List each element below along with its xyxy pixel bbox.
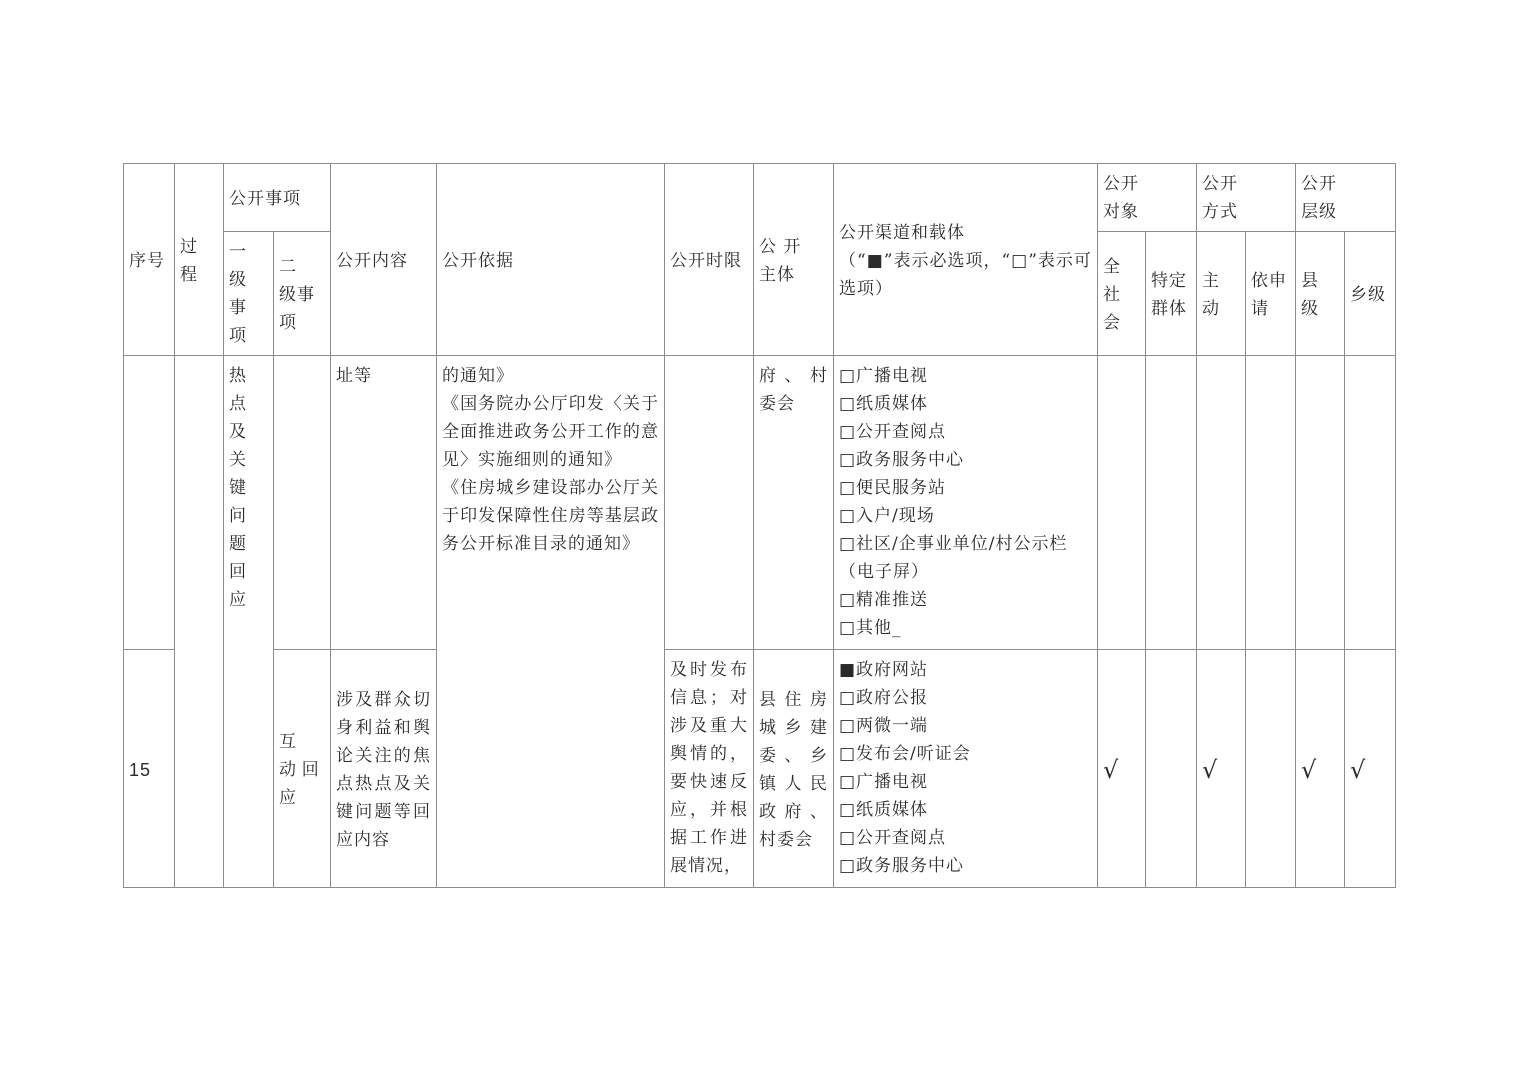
header-time-limit: 公开时限 (665, 164, 754, 356)
row1-object-all (1098, 356, 1146, 650)
table-row (124, 650, 1396, 888)
channel-item: □政务服务中心 (839, 856, 965, 876)
header-object-all: 全社会 (1098, 232, 1146, 356)
channel-title: 公开渠道和载体 (839, 222, 965, 243)
table-row (124, 356, 1396, 650)
row2-level2: 互 动回应 (274, 650, 331, 888)
channel-item: □发布会/听证会 (839, 744, 971, 764)
row1-object-specific (1146, 356, 1197, 650)
channel-note: （“■”表示必选项，“□”表示可选项） (839, 250, 1092, 299)
row1-seq (124, 356, 175, 650)
header-content: 公开内容 (331, 164, 437, 356)
channel-item: □纸质媒体 (839, 800, 929, 820)
row2-time-limit: 及时发布信息；对涉及重大舆情的，要快速反应，并根据工作进展情况， (665, 650, 754, 888)
channel-item: □广播电视 (839, 366, 929, 386)
row2-subject: 县住房城乡建委、乡镇人民政府、村委会 (754, 650, 834, 888)
header-level2: 二 级事项 (274, 232, 331, 356)
header-object: 公开对象 (1098, 164, 1197, 232)
row1-subject: 府、村委会 (754, 356, 834, 650)
process-cell (175, 356, 224, 888)
row1-channels (834, 356, 1098, 650)
channel-item: □广播电视 (839, 772, 929, 792)
row1-method-apply (1246, 356, 1296, 650)
row1-level1: 热点及关键问题回应 (224, 356, 274, 888)
header-method-active: 主动 (1197, 232, 1246, 356)
header-matters: 公开事项 (224, 164, 331, 232)
row1-content: 址等 (331, 356, 437, 650)
header-level1: 一级事项 (224, 232, 274, 356)
row1-tier-town (1345, 356, 1396, 650)
row2-method-active-check: √ (1197, 650, 1246, 888)
channel-item: □公开查阅点 (839, 422, 947, 442)
row2-content: 涉及群众切身利益和舆论关注的焦点热点及关键问题等回应内容 (331, 650, 437, 888)
channel-item: □社区/企事业单位/村公示栏（电子屏） (839, 534, 1068, 582)
header-process: 过程 (175, 164, 224, 356)
row2-seq: 15 (124, 650, 175, 888)
header-subject: 公 开 主体 (754, 164, 834, 356)
row2-tier-county-check: √ (1296, 650, 1345, 888)
header-tier-town: 乡级 (1345, 232, 1396, 356)
basis-cell: 的通知》 《国务院办公厅印发〈关于全面推进政务公开工作的意见〉实施细则的通知》 《住房城乡建设部办公厅关于印发保障性住房等基层政务公开标准目录的通知》 (437, 356, 665, 888)
channel-item: □政务服务中心 (839, 450, 965, 470)
row2-method-apply-check (1246, 650, 1296, 888)
row2-object-all-check: √ (1098, 650, 1146, 888)
row2-object-specific-check (1146, 650, 1197, 888)
header-tier: 公开层级 (1296, 164, 1396, 232)
header-basis: 公开依据 (437, 164, 665, 356)
row1-time-limit (665, 356, 754, 650)
header-method: 公开方式 (1197, 164, 1296, 232)
row1-tier-county (1296, 356, 1345, 650)
row1-method-active (1197, 356, 1246, 650)
channel-item: □公开查阅点 (839, 828, 947, 848)
row2-tier-town-check: √ (1345, 650, 1396, 888)
channel-item: □便民服务站 (839, 478, 947, 498)
header-method-apply: 依申请 (1246, 232, 1296, 356)
channel-item: □精准推送 (839, 590, 929, 610)
header-seq: 序号 (124, 164, 175, 356)
header-object-specific: 特定群体 (1146, 232, 1197, 356)
header-channel (834, 164, 1098, 356)
channel-item: ■政府网站 (839, 660, 929, 680)
channel-item: □政府公报 (839, 688, 929, 708)
channel-item: □其他_ (839, 618, 902, 638)
channel-item: □两微一端 (839, 716, 929, 736)
channel-item: □入户/现场 (839, 506, 935, 526)
channel-item: □纸质媒体 (839, 394, 929, 414)
header-tier-county: 县级 (1296, 232, 1345, 356)
disclosure-table (123, 163, 1396, 888)
row2-channels (834, 650, 1098, 888)
row1-level2 (274, 356, 331, 650)
